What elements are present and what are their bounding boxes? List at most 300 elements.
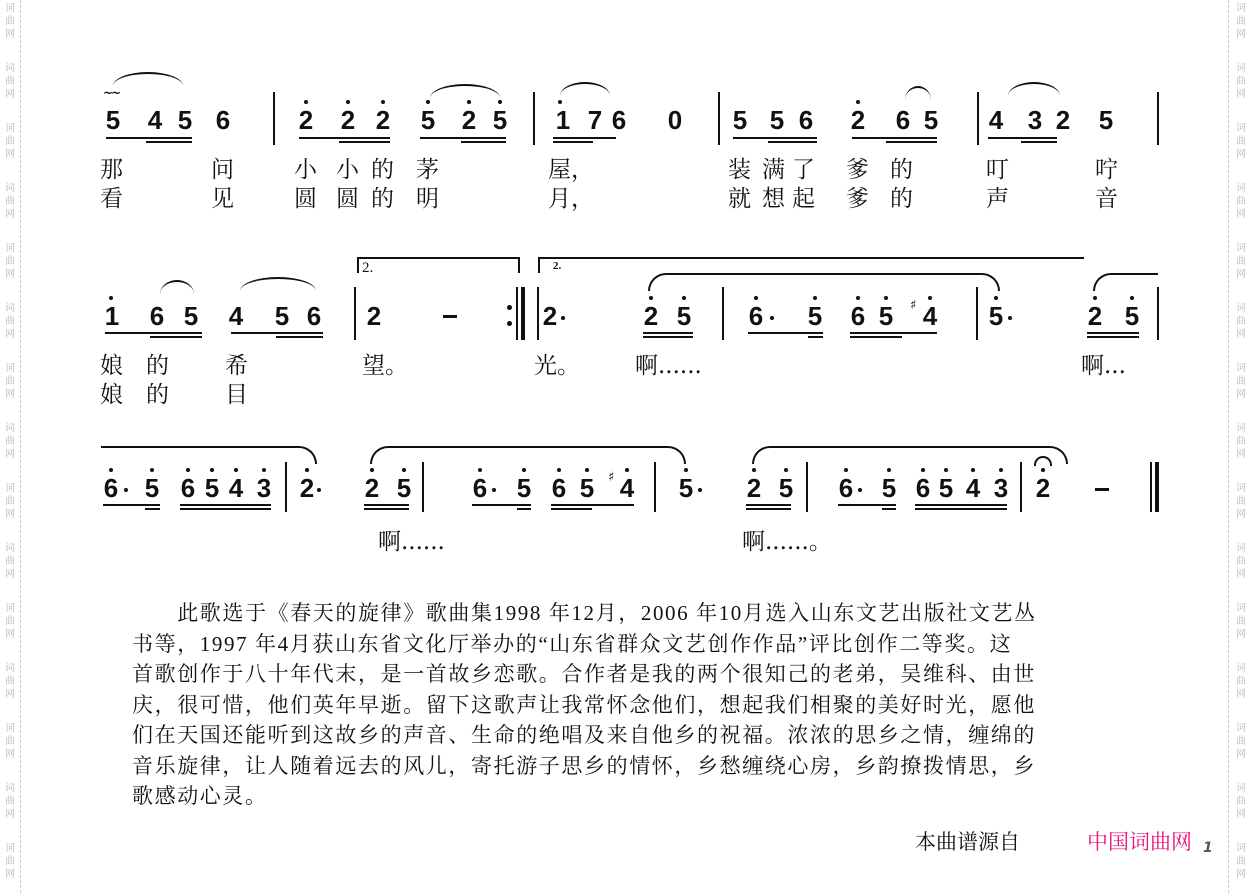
underline-beam (746, 508, 791, 510)
lyric: 娘 (100, 382, 123, 408)
underline-beam (145, 508, 160, 510)
slur (113, 72, 183, 86)
watermark-char: 网 (5, 389, 15, 400)
watermark-char: 曲 (5, 796, 15, 807)
underline-beam (915, 508, 1007, 510)
octave-dot (381, 100, 385, 104)
barline (806, 462, 808, 512)
note: 5 (274, 301, 290, 331)
note: 6 (306, 301, 322, 331)
underline-beam (748, 332, 823, 334)
slur (160, 280, 194, 294)
underline-beam (915, 504, 1007, 506)
lyric: 啊... (1081, 353, 1126, 379)
watermark-char: 曲 (5, 76, 15, 87)
watermark-char: 词 (1236, 483, 1246, 494)
watermark-char: 词 (1236, 783, 1246, 794)
lyric: 的 (890, 157, 913, 183)
tie (666, 273, 982, 275)
paragraph-line: 首歌创作于八十年代末，是一首故乡恋歌。合作者是我的两个很知己的老弟，吴维科、由世 (132, 662, 1036, 686)
tie (388, 446, 668, 448)
lyric: 小 (294, 157, 317, 183)
left-margin-watermark (0, 0, 21, 893)
slur (1008, 82, 1060, 96)
octave-dot (498, 100, 502, 104)
note: 3 (993, 473, 1009, 503)
watermark-char: 曲 (5, 736, 15, 747)
octave-dot (928, 296, 932, 300)
underline-beam (643, 332, 693, 334)
barline (1157, 92, 1159, 145)
lyric: 的 (890, 186, 913, 212)
note: 1 (104, 301, 120, 331)
note: 5 (678, 473, 694, 503)
dash (1095, 488, 1109, 491)
lyric: 咛 (1095, 157, 1118, 183)
barline (718, 92, 720, 145)
volta-side (357, 257, 359, 273)
note: 6 (748, 301, 764, 331)
octave-dot (784, 468, 788, 472)
octave-dot (682, 296, 686, 300)
note: 5 (144, 473, 160, 503)
octave-dot (262, 468, 266, 472)
lyric: 爹 (846, 157, 869, 183)
octave-dot (994, 296, 998, 300)
watermark-char: 网 (1236, 329, 1246, 340)
watermark-char: 网 (5, 149, 15, 160)
underline-beam (299, 137, 390, 139)
volta-label: 2. (553, 260, 562, 272)
lyric: 音 (1095, 186, 1118, 212)
note: 5 (105, 105, 121, 135)
watermark-char: 曲 (5, 16, 15, 27)
watermark-char: 网 (5, 209, 15, 220)
tie (101, 446, 299, 448)
underline-beam (838, 504, 896, 506)
source-site-link[interactable]: 中国词曲网 (1087, 830, 1192, 854)
note: 2 (340, 105, 356, 135)
underline-beam (103, 504, 160, 506)
watermark-char: 曲 (5, 136, 15, 147)
octave-dot (370, 468, 374, 472)
watermark-char: 词 (1236, 243, 1246, 254)
octave-dot (844, 468, 848, 472)
watermark-char: 词 (5, 483, 15, 494)
watermark-char: 曲 (5, 496, 15, 507)
note: 4 (988, 105, 1004, 135)
note: 5 (1124, 301, 1140, 331)
watermark-char: 词 (5, 303, 15, 314)
volta-side (518, 257, 520, 273)
octave-dot (186, 468, 190, 472)
watermark-char: 词 (1236, 123, 1246, 134)
tie (370, 446, 390, 464)
octave-dot (1093, 296, 1097, 300)
underline-beam (551, 504, 634, 506)
lyric: 明 (416, 186, 439, 212)
augmentation-dot (492, 488, 496, 492)
watermark-char: 曲 (1236, 556, 1246, 567)
watermark-char: 网 (1236, 569, 1246, 580)
note: 5 (420, 105, 436, 135)
note: 5 (177, 105, 193, 135)
octave-dot (752, 468, 756, 472)
underline-beam (1087, 336, 1139, 338)
watermark-char: 网 (1236, 629, 1246, 640)
watermark-char: 网 (1236, 869, 1246, 880)
watermark-char: 网 (5, 689, 15, 700)
augmentation-dot (317, 488, 321, 492)
final-barline (1155, 462, 1159, 512)
watermark-char: 词 (1236, 423, 1246, 434)
watermark-char: 词 (1236, 603, 1246, 614)
repeat-dot (507, 321, 512, 326)
watermark-char: 曲 (5, 196, 15, 207)
note: 6 (149, 301, 165, 331)
underline-beam (146, 141, 192, 143)
underline-beam (276, 336, 323, 338)
note: 2 (299, 473, 315, 503)
lyric: 声 (986, 186, 1009, 212)
octave-dot (346, 100, 350, 104)
octave-dot (649, 296, 653, 300)
note: 5 (579, 473, 595, 503)
note: 1 (555, 105, 571, 135)
watermark-char: 词 (5, 183, 15, 194)
octave-dot (944, 468, 948, 472)
tie (666, 446, 686, 464)
augmentation-dot (1008, 316, 1012, 320)
watermark-char: 网 (5, 809, 15, 820)
lyric: 见 (211, 186, 234, 212)
underline-beam (553, 141, 593, 143)
augmentation-dot (561, 316, 565, 320)
note: 5 (938, 473, 954, 503)
underline-beam (231, 332, 323, 334)
note: 6 (611, 105, 627, 135)
watermark-char: 网 (1236, 389, 1246, 400)
watermark-char: 曲 (1236, 496, 1246, 507)
lyric: 问 (211, 157, 234, 183)
watermark-char: 曲 (1236, 16, 1246, 27)
octave-dot (1041, 468, 1045, 472)
note: 6 (103, 473, 119, 503)
note: 5 (204, 473, 220, 503)
repeat-end-barline (521, 287, 525, 340)
barline (976, 287, 978, 340)
watermark-char: 词 (1236, 363, 1246, 374)
tie (297, 446, 317, 464)
underline-beam (1021, 141, 1057, 143)
lyric: 叮 (986, 157, 1009, 183)
octave-dot (522, 468, 526, 472)
slur (240, 277, 316, 291)
song-notes-paragraph (132, 598, 1132, 812)
underline-beam (768, 141, 817, 143)
watermark-char: 网 (5, 749, 15, 760)
note: 2 (461, 105, 477, 135)
paragraph-line: 歌感动心灵。 (132, 784, 268, 808)
watermark-char: 网 (1236, 509, 1246, 520)
watermark-char: 网 (1236, 749, 1246, 760)
watermark-char: 网 (5, 449, 15, 460)
barline (285, 462, 287, 512)
paragraph-line: 们在天国还能听到这故乡的声音、生命的绝唱及来自他乡的祝福。浓浓的思乡之情，缠绵的 (132, 723, 1036, 747)
underline-beam (339, 141, 390, 143)
lyric: 圆 (336, 186, 359, 212)
lyric: 的 (146, 382, 169, 408)
note: 2 (746, 473, 762, 503)
watermark-char: 网 (1236, 209, 1246, 220)
watermark-char: 词 (5, 543, 15, 554)
note: 5 (396, 473, 412, 503)
barline (1020, 462, 1022, 512)
note: 5 (807, 301, 823, 331)
augmentation-dot (770, 316, 774, 320)
note: 4 (228, 301, 244, 331)
tie (980, 273, 1000, 291)
note: 5 (676, 301, 692, 331)
watermark-char: 词 (5, 3, 15, 14)
dash (443, 315, 457, 318)
watermark-char: 网 (5, 29, 15, 40)
watermark-char: 词 (5, 423, 15, 434)
lyric: 月， (548, 186, 594, 212)
underline-beam (472, 504, 531, 506)
note: 4 (619, 473, 635, 503)
lyric: 圆 (294, 186, 317, 212)
barline (537, 287, 539, 340)
lyric: 希 (225, 353, 248, 379)
watermark-char: 曲 (5, 556, 15, 567)
underline-beam (105, 332, 202, 334)
underline-beam (746, 504, 791, 506)
note: 5 (988, 301, 1004, 331)
octave-dot (999, 468, 1003, 472)
watermark-char: 曲 (1236, 196, 1246, 207)
note: 6 (215, 105, 231, 135)
note: 4 (147, 105, 163, 135)
note: 2 (542, 301, 558, 331)
note: 2 (1035, 473, 1051, 503)
note: 3 (256, 473, 272, 503)
watermark-char: 曲 (1236, 796, 1246, 807)
watermark-char: 曲 (1236, 76, 1246, 87)
note: 5 (1098, 105, 1114, 135)
tie (648, 273, 668, 291)
underline-beam (886, 141, 937, 143)
barline (722, 287, 724, 340)
watermark-char: 词 (1236, 63, 1246, 74)
barline (1157, 287, 1159, 340)
lyric: 满 (762, 157, 785, 183)
watermark-char: 曲 (1236, 676, 1246, 687)
lyric: 目 (225, 382, 248, 408)
lyric: 茅 (416, 157, 439, 183)
note: 2 (375, 105, 391, 135)
watermark-char: 词 (5, 363, 15, 374)
underline-beam (461, 141, 506, 143)
watermark-char: 网 (5, 509, 15, 520)
note: 2 (366, 301, 382, 331)
watermark-char: 词 (1236, 723, 1246, 734)
octave-dot (304, 100, 308, 104)
note: 6 (915, 473, 931, 503)
lyric: 娘 (100, 353, 123, 379)
note: 5 (183, 301, 199, 331)
lyric: 小 (336, 157, 359, 183)
watermark-char: 词 (5, 123, 15, 134)
watermark-char: 网 (5, 569, 15, 580)
note: 5 (878, 301, 894, 331)
octave-dot (210, 468, 214, 472)
page-mark: 1 (1203, 840, 1213, 856)
lyric: 啊......。 (742, 529, 832, 555)
lyric: 起 (792, 186, 815, 212)
octave-dot (109, 296, 113, 300)
note: 2 (1055, 105, 1071, 135)
octave-dot (585, 468, 589, 472)
watermark-char: 词 (5, 783, 15, 794)
watermark-char: 网 (1236, 809, 1246, 820)
lyric: 看 (100, 186, 123, 212)
volta-bracket (538, 257, 1084, 259)
watermark-char: 曲 (5, 376, 15, 387)
watermark-char: 曲 (1236, 256, 1246, 267)
sharp-icon: ♯ (910, 298, 917, 313)
octave-dot (884, 296, 888, 300)
paragraph-line: 书等，1997 年4月获山东省文化厅举办的“山东省群众文艺创作作品”评比创作二等奖。这 (132, 631, 1013, 656)
watermark-char: 曲 (5, 316, 15, 327)
watermark-char: 曲 (5, 436, 15, 447)
octave-dot (684, 468, 688, 472)
watermark-char: 词 (1236, 843, 1246, 854)
watermark-char: 网 (1236, 89, 1246, 100)
underline-beam (420, 137, 506, 139)
underline-beam (150, 336, 202, 338)
watermark-char: 网 (1236, 269, 1246, 280)
watermark-char: 词 (1236, 183, 1246, 194)
octave-dot (754, 296, 758, 300)
note: 3 (1027, 105, 1043, 135)
lyric: 的 (146, 353, 169, 379)
underline-beam (553, 137, 616, 139)
underline-beam (733, 137, 817, 139)
watermark-char: 网 (5, 329, 15, 340)
paragraph-line: 音乐旋律，让人随着远去的风儿，寄托游子思乡的情怀，乡愁缠绕心房，乡韵撩拨情思，乡 (132, 753, 1036, 778)
octave-dot (426, 100, 430, 104)
underline-beam (850, 336, 902, 338)
lyric: 望。 (362, 353, 408, 379)
octave-dot (305, 468, 309, 472)
octave-dot (150, 468, 154, 472)
volta-bracket (357, 257, 519, 259)
lyric: 了 (792, 157, 815, 183)
watermark-char: 曲 (5, 856, 15, 867)
watermark-char: 词 (5, 603, 15, 614)
volta-side (538, 257, 540, 273)
watermark-char: 词 (5, 243, 15, 254)
octave-dot (109, 468, 113, 472)
lyric: 屋， (548, 157, 594, 183)
note: 5 (769, 105, 785, 135)
watermark-char: 曲 (1236, 376, 1246, 387)
watermark-char: 曲 (5, 676, 15, 687)
underline-beam (364, 508, 409, 510)
octave-dot (813, 296, 817, 300)
lyric: 的 (371, 186, 394, 212)
octave-dot (558, 100, 562, 104)
underline-beam (1087, 332, 1139, 334)
watermark-char: 曲 (5, 616, 15, 627)
note: 5 (732, 105, 748, 135)
octave-dot (856, 296, 860, 300)
sharp-icon: ♯ (608, 470, 615, 485)
note: 2 (850, 105, 866, 135)
augmentation-dot (124, 488, 128, 492)
underline-beam (364, 504, 409, 506)
note: 6 (472, 473, 488, 503)
watermark-char: 网 (1236, 149, 1246, 160)
barline (422, 462, 424, 512)
underline-beam (180, 508, 271, 510)
note: 2 (364, 473, 380, 503)
watermark-char: 网 (5, 89, 15, 100)
note: 4 (922, 301, 938, 331)
octave-dot (234, 468, 238, 472)
octave-dot (467, 100, 471, 104)
barline (533, 92, 535, 145)
right-margin-watermark (1228, 0, 1249, 893)
note: 2 (298, 105, 314, 135)
octave-dot (887, 468, 891, 472)
paragraph-line: 庆，很可惜，他们英年早逝。留下这歌声让我常怀念他们，想起我们相聚的美好时光，愿他 (132, 692, 1036, 717)
note: 6 (180, 473, 196, 503)
note: 6 (838, 473, 854, 503)
watermark-char: 网 (1236, 689, 1246, 700)
underline-beam (106, 137, 192, 139)
octave-dot (1130, 296, 1134, 300)
underline-beam (551, 508, 592, 510)
volta-label: 2. (362, 260, 374, 276)
underline-beam (852, 137, 937, 139)
tie (770, 446, 1050, 448)
barline (273, 92, 275, 145)
note: 5 (923, 105, 939, 135)
note: 2 (643, 301, 659, 331)
note: 7 (587, 105, 603, 135)
octave-dot (625, 468, 629, 472)
watermark-char: 词 (5, 663, 15, 674)
underline-beam (988, 137, 1057, 139)
paragraph-line: 此歌选于《春天的旋律》歌曲集1998 年12月，2006 年10月选入山东文艺出版社文艺丛 (132, 601, 1037, 625)
watermark-char: 曲 (1236, 436, 1246, 447)
watermark-char: 网 (5, 269, 15, 280)
note: 4 (965, 473, 981, 503)
note: 6 (798, 105, 814, 135)
watermark-char: 曲 (1236, 736, 1246, 747)
lyric: 爹 (846, 186, 869, 212)
lyric: 光。 (534, 353, 580, 379)
note: 4 (228, 473, 244, 503)
watermark-char: 词 (1236, 303, 1246, 314)
lyric: 装 (728, 157, 751, 183)
repeat-dot (507, 305, 512, 310)
watermark-char: 网 (1236, 449, 1246, 460)
watermark-char: 词 (1236, 3, 1246, 14)
lyric: 想 (762, 186, 785, 212)
